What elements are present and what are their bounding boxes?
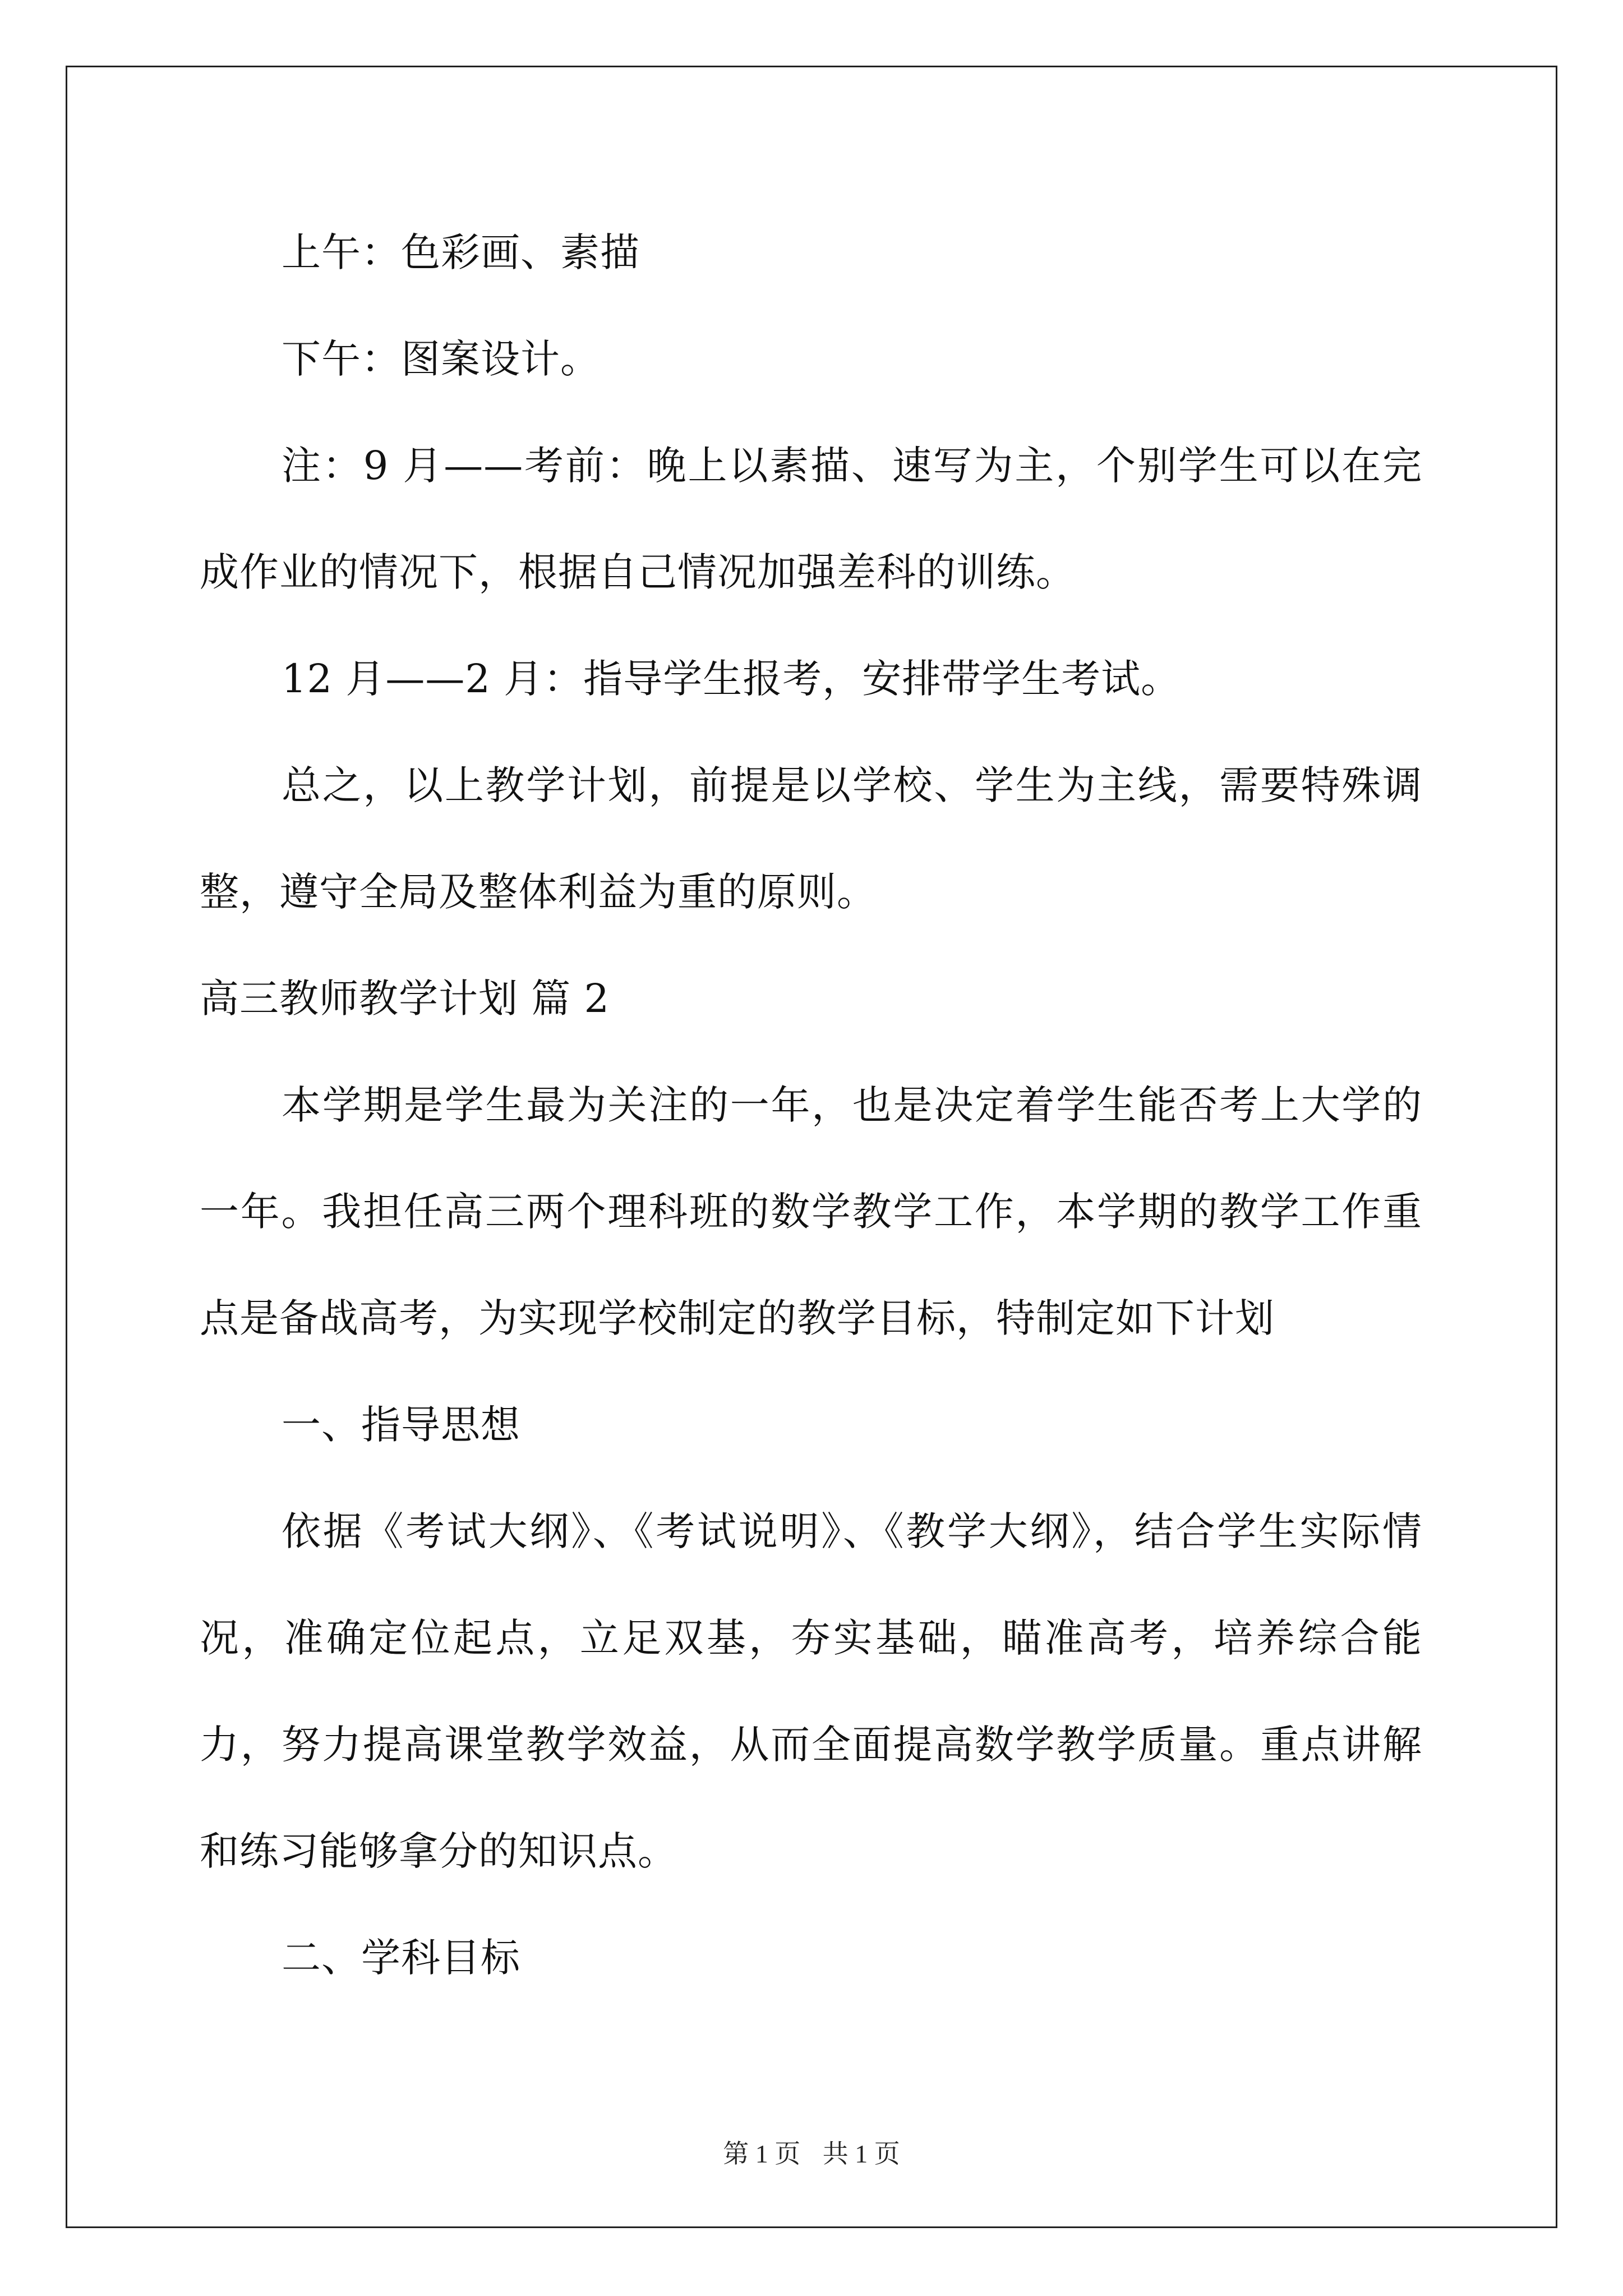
paragraph-afternoon-schedule: 下午：图案设计。 [282, 336, 600, 382]
heading-guiding-ideology: 一、指导思想 [282, 1402, 520, 1448]
paragraph-summary: 总之，以上教学计划，前提是以学校、学生为主线，需要特殊调整，遵守全局及整体利益为重的原则。 [200, 762, 1422, 915]
paragraph-guiding-ideology: 依据《考试大纲》、《考试说明》、《教学大纲》，结合学生实际情况，准确定位起点，立足双基，夯实基础，瞄准高考，培养综合能力，努力提高课堂教学效益，从而全面提高数学教学质量。重点讲解和练习能够拿分的知识点。 [200, 1508, 1422, 1874]
document-body [200, 199, 1422, 2011]
heading-subject-goals: 二、学科目标 [282, 1935, 520, 1981]
paragraph-december-note: 12 月——2 月：指导学生报考，安排带学生考试。 [282, 656, 1181, 702]
page-number-current: 第 1 页 [723, 2139, 801, 2168]
paragraph-morning-schedule: 上午：色彩画、素描 [282, 229, 640, 275]
page-footer [0, 2133, 1623, 2170]
paragraph-intro: 本学期是学生最为关注的一年，也是决定着学生能否考上大学的一年。我担任高三两个理科班的数学教学工作，本学期的教学工作重点是备战高考，为实现学校制定的教学目标，特制定如下计划 [200, 1082, 1422, 1341]
section-heading-plan-2: 高三教师教学计划 篇 2 [200, 976, 610, 1022]
page-number-total: 共 1 页 [822, 2139, 900, 2168]
paragraph-september-note: 注：9 月——考前：晚上以素描、速写为主，个别学生可以在完成作业的情况下，根据自己情况加强差科的训练。 [200, 443, 1422, 595]
